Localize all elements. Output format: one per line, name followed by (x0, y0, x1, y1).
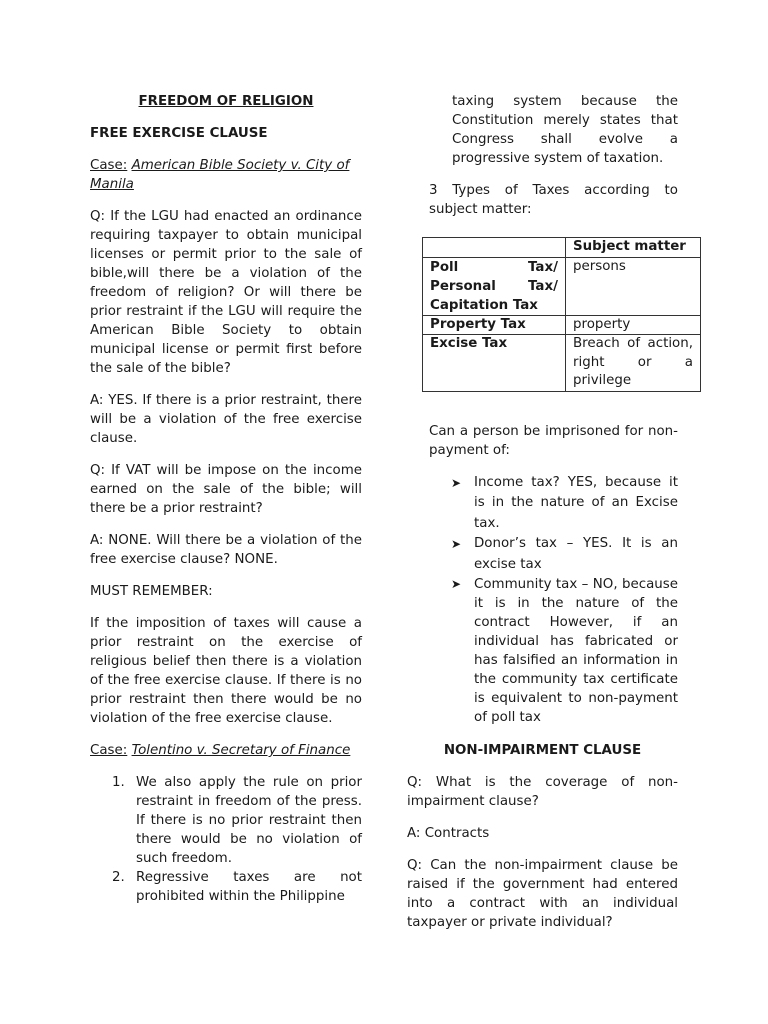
case-citation-1 (90, 156, 362, 194)
tax-types-table (422, 237, 701, 392)
list-item-text: We also apply the rule on prior restraint in freedom of the press. If there is no prior restraint then there would be no violation of such freedom. (136, 775, 362, 866)
question-3: Q: What is the coverage of non-impairment clause? (407, 775, 678, 809)
left-column (90, 92, 362, 906)
table-cell-type: Property Tax (423, 315, 566, 335)
table-cell (423, 238, 566, 258)
bullet-list (407, 473, 678, 728)
section-heading-free-exercise: FREE EXERCISE CLAUSE (90, 126, 268, 141)
arrowhead-bullet-icon: ➤ (451, 475, 462, 490)
list-item (429, 534, 678, 575)
list-item-text: Income tax? YES, because it is in the nature of an Excise tax. (474, 474, 678, 531)
table-cell-type: Excise Tax (423, 335, 566, 392)
list-item-text: Regressive taxes are not prohibited within the Philippine (136, 870, 362, 904)
list-number: 2. (112, 870, 125, 885)
table-cell-subject: property (566, 315, 701, 335)
list-number: 1. (112, 775, 125, 790)
table-cell-type: Poll Tax/ Personal Tax/ Capitation Tax (423, 257, 566, 315)
case-prefix: Case: (90, 158, 128, 173)
table-header-subject: Subject matter (566, 238, 701, 258)
must-remember-text: If the imposition of taxes will cause a prior restraint on the exercise of religious belief then there is a violation of the free exercise clause. If there is no prior restraint then there would be no violation of the free exercise clause. (90, 616, 362, 726)
case-prefix: Case: (90, 743, 128, 758)
list-item-text: Donor’s tax – YES. It is an excise tax (474, 536, 678, 572)
answer-3: A: Contracts (407, 826, 490, 841)
list-item (429, 575, 678, 727)
table-row (423, 257, 701, 315)
list-item (429, 473, 678, 535)
arrowhead-bullet-icon: ➤ (451, 537, 462, 551)
list-item-text: Community tax – NO, because it is in the nature of the contract However, if an individual has fabricated or has falsified an information in the community tax certificate is equivalent to non-payment of poll tax (474, 577, 678, 725)
question-2: Q: If VAT will be impose on the income earned on the sale of the bible; will there be a prior restraint? (90, 463, 362, 516)
table-cell-subject: Breach of action, right or a privilege (566, 335, 701, 392)
case-citation-2 (90, 741, 362, 760)
table-header-row (423, 238, 701, 258)
question-1: Q: If the LGU had enacted an ordinance requiring taxpayer to obtain municipal licenses or permit prior to the sale of bible,will there be a violation of the freedom of religion? Or will there be prior restraint if the LGU will require the American Bible Society to obtain municipal license or permit first before the sale of the bible? (90, 209, 362, 376)
right-column (407, 92, 693, 932)
table-row (423, 315, 701, 335)
case-name: Tolentino v. Secretary of Finance (131, 743, 351, 758)
page-title: FREEDOM OF RELIGION (138, 94, 314, 109)
continuation-text: taxing system because the Constitution merely states that Congress shall evolve a progressive system of taxation. (452, 94, 678, 166)
table-row (423, 335, 701, 392)
question-4: Q: Can the non-impairment clause be raised if the government had entered into a contract with an individual taxpayer or private individual? (407, 858, 678, 930)
must-remember-label: MUST REMEMBER: (90, 584, 213, 599)
list-item (90, 868, 362, 906)
table-cell-subject: persons (566, 257, 701, 315)
arrowhead-bullet-icon: ➤ (451, 577, 462, 591)
answer-2: A: NONE. Will there be a violation of the free exercise clause? NONE. (90, 533, 362, 567)
answer-1: A: YES. If there is a prior restraint, there will be a violation of the free exercise clause. (90, 393, 362, 446)
list-item (90, 773, 362, 868)
numbered-list (90, 773, 362, 906)
tax-types-intro: 3 Types of Taxes according to subject matter: (429, 183, 678, 217)
case-name: American Bible Society v. City of Manila (90, 158, 350, 192)
imprisonment-question: Can a person be imprisoned for non-payment of: (429, 423, 678, 458)
section-heading-non-impairment: NON-IMPAIRMENT CLAUSE (443, 743, 642, 758)
